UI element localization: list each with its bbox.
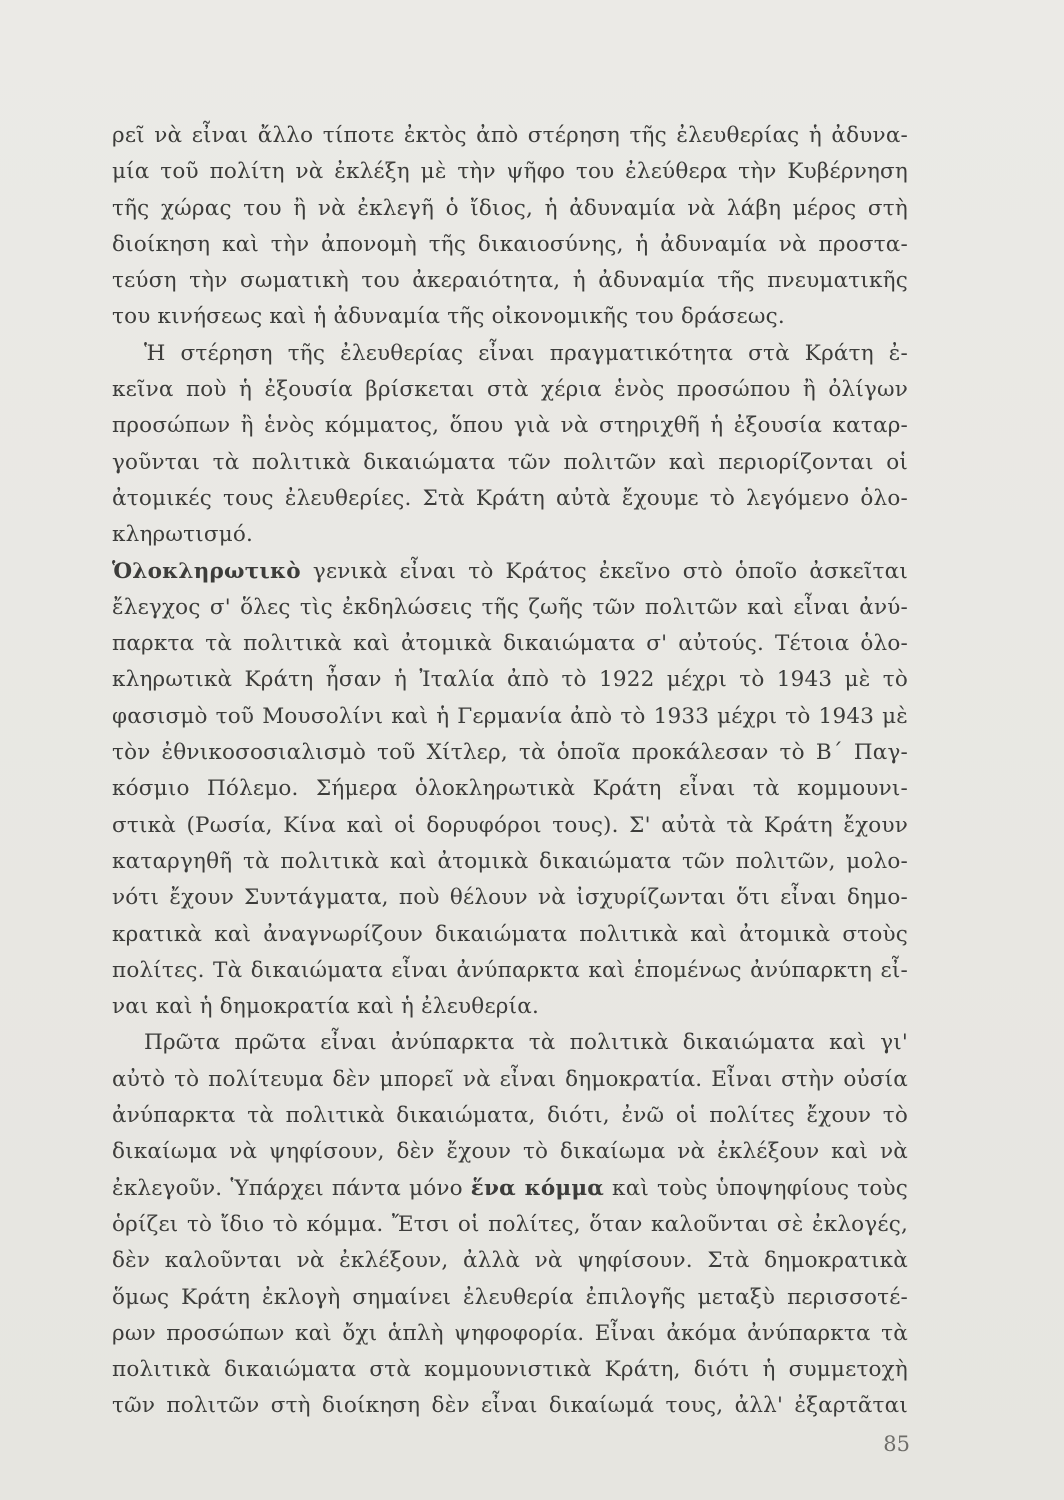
text-line: ρεῖ νὰ εἶναι ἄλλο τίποτε ἐκτὸς ἀπὸ στέρηση τῆς ἐλευθερίας ἡ ἀδυνα- xyxy=(112,123,908,148)
text-line: ὁρίζει τὸ ἴδιο τὸ κόμμα. Ἔτσι οἱ πολίτες, ὅταν καλοῦνται σὲ ἐκλογές, xyxy=(112,1211,908,1237)
text-line: ἀνύπαρκτα τὰ πολιτικὰ δικαιώματα, διότι, ἐνῶ οἱ πολίτες ἔχουν τὸ xyxy=(112,1103,908,1129)
body-text xyxy=(112,118,908,1425)
text-line: γοῦνται τὰ πολιτικὰ δικαιώματα τῶν πολιτῶν καὶ περιορίζονται οἱ xyxy=(112,449,908,475)
text-line: καταργηθῆ τὰ πολιτικὰ καὶ ἀτομικὰ δικαιώματα τῶν πολιτῶν, μολο- xyxy=(112,848,908,874)
text-line: Ἡ στέρηση τῆς ἐλευθερίας εἶναι πραγματικότητα στὰ Κράτη ἐ- xyxy=(144,340,908,366)
bold-term: ἕνα κόμμα xyxy=(470,1175,605,1201)
text-line: προσώπων ἢ ἑνὸς κόμματος, ὅπου γιὰ νὰ στηριχθῆ ἡ ἐξουσία καταρ- xyxy=(112,413,908,439)
text-line: τῆς χώρας του ἢ νὰ ἐκλεγῆ ὁ ἴδιος, ἡ ἀδυναμία νὰ λάβη μέρος στὴ xyxy=(112,195,908,221)
bold-term: Ὁλοκληρωτικὸ xyxy=(112,558,301,584)
text-line: κόσμιο Πόλεμο. Σήμερα ὁλοκληρωτικὰ Κράτη εἶναι τὰ κομμουνι- xyxy=(112,776,908,802)
text-line xyxy=(112,554,908,590)
text-line: φασισμὸ τοῦ Μουσολίνι καὶ ἡ Γερμανία ἀπὸ τὸ 1933 μέχρι τὸ 1943 μὲ xyxy=(112,703,908,729)
text-line: διοίκηση καὶ τὴν ἀπονομὴ τῆς δικαιοσύνης, ἡ ἀδυναμία νὰ προστα- xyxy=(112,231,908,257)
text-line: τεύση τὴν σωματικὴ του ἀκεραιότητα, ἡ ἀδυναμία τῆς πνευματικῆς xyxy=(112,268,908,294)
text-line: τὸν ἐθνικοσοσιαλισμὸ τοῦ Χίτλερ, τὰ ὁποῖα προκάλεσαν τὸ Β΄ Παγ- xyxy=(112,740,908,766)
text-line: στικὰ (Ρωσία, Κίνα καὶ οἱ δορυφόροι τους). Σ' αὐτὰ τὰ Κράτη ἔχουν xyxy=(112,812,908,838)
text-line: νότι ἔχουν Συντάγματα, ποὺ θέλουν νὰ ἰσχυρίζωνται ὅτι εἶναι δημο- xyxy=(112,885,908,911)
text-line: παρκτα τὰ πολιτικὰ καὶ ἀτομικὰ δικαιώματα σ' αὐτούς. Τέτοια ὁλο- xyxy=(112,631,908,657)
text-line: κληρωτισμό. xyxy=(112,522,254,548)
text-line: αὐτὸ τὸ πολίτευμα δὲν μπορεῖ νὰ εἶναι δημοκρατία. Εἶναι στὴν οὐσία xyxy=(112,1066,908,1092)
text-line: ὅμως Κράτη ἐκλογὴ σημαίνει ἐλευθερία ἐπιλογῆς μεταξὺ περισσοτέ- xyxy=(112,1284,908,1310)
text-line: δικαίωμα νὰ ψηφίσουν, δὲν ἔχουν τὸ δικαίωμα νὰ ἐκλέξουν καὶ νὰ xyxy=(112,1139,908,1165)
text-line: Πρῶτα πρῶτα εἶναι ἀνύπαρκτα τὰ πολιτικὰ δικαιώματα καὶ γι' xyxy=(144,1030,908,1056)
text-line: ρων προσώπων καὶ ὄχι ἁπλὴ ψηφοφορία. Εἶναι ἀκόμα ἀνύπαρκτα τὰ xyxy=(112,1320,908,1346)
text-line: κληρωτικὰ Κράτη ἦσαν ἡ Ἰταλία ἀπὸ τὸ 1922 μέχρι τὸ 1943 μὲ τὸ xyxy=(112,667,908,693)
text-line: μία τοῦ πολίτη νὰ ἐκλέξη μὲ τὴν ψῆφο του ἐλεύθερα τὴν Κυβέρνηση xyxy=(112,159,908,185)
text-line: ἀτομικές τους ἐλευθερίες. Στὰ Κράτη αὐτὰ ἔχουμε τὸ λεγόμενο ὁλο- xyxy=(112,485,908,511)
text-line: πολίτες. Τὰ δικαιώματα εἶναι ἀνύπαρκτα καὶ ἑπομένως ἀνύπαρκτη εἶ- xyxy=(112,957,908,983)
text-line: πολιτικὰ δικαιώματα στὰ κομμουνιστικὰ Κράτη, διότι ἡ συμμετοχὴ xyxy=(112,1357,908,1383)
text-line: κεῖνα ποὺ ἡ ἐξουσία βρίσκεται στὰ χέρια ἑνὸς προσώπου ἢ ὀλίγων xyxy=(112,377,908,403)
text-line: του κινήσεως καὶ ἡ ἀδυναμία τῆς οἰκονομικῆς του δράσεως. xyxy=(112,304,785,330)
text-span: ἐκλεγοῦν. Ὑπάρχει πάντα μόνο xyxy=(112,1175,471,1201)
text-line: ναι καὶ ἡ δημοκρατία καὶ ἡ ἐλευθερία. xyxy=(112,994,540,1020)
text-line: ἔλεγχος σ' ὅλες τὶς ἐκδηλώσεις τῆς ζωῆς τῶν πολιτῶν καὶ εἶναι ἀνύ- xyxy=(112,594,908,620)
text-line: τῶν πολιτῶν στὴ διοίκηση δὲν εἶναι δικαίωμά τους, ἀλλ' ἐξαρτᾶται xyxy=(112,1393,908,1419)
text-span: γενικὰ εἶναι τὸ Κράτος ἐκεῖνο στὸ ὁποῖο ἀσκεῖται xyxy=(300,558,908,584)
page-number: 85 xyxy=(883,1432,910,1456)
text-line: δὲν καλοῦνται νὰ ἐκλέξουν, ἀλλὰ νὰ ψηφίσουν. Στὰ δημοκρατικὰ xyxy=(112,1248,908,1274)
text-line xyxy=(112,1171,908,1207)
text-line: κρατικὰ καὶ ἀναγνωρίζουν δικαιώματα πολιτικὰ καὶ ἀτομικὰ στοὺς xyxy=(112,921,908,947)
text-span: καὶ τοὺς ὑποψηφίους τοὺς xyxy=(604,1175,908,1201)
